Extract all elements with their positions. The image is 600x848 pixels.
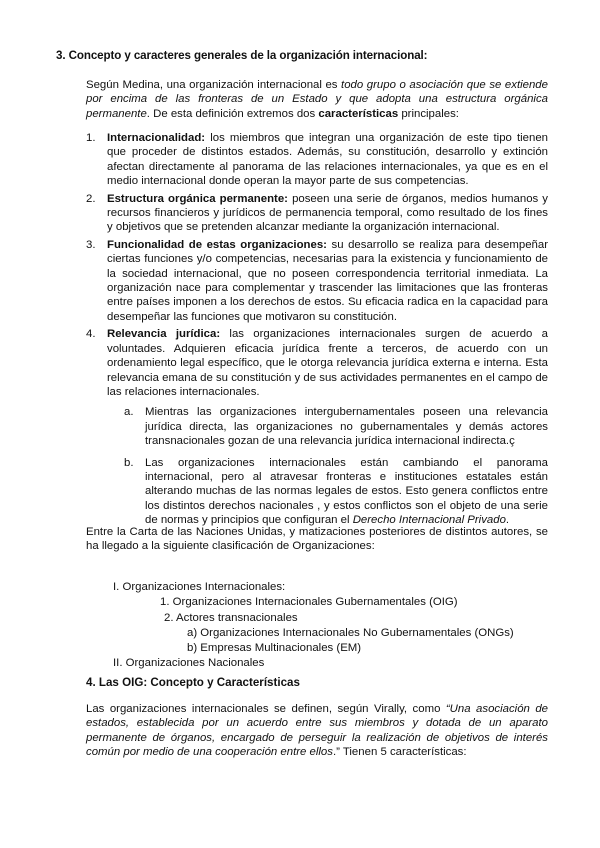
sub-item-text: Las organizaciones internacionales están cambiando el panorama internacional, pero al atravesar fronteras e instituciones estatales están alterando muchas de las normas legales de estos. Esto genera conflictos entre los distintos derechos nacionales , y estos conflictos son el objeto de una serie de normas y principios que configuran el — [145, 456, 548, 527]
item-number: 1. — [86, 132, 96, 144]
sub-item-text-end: . — [505, 514, 510, 527]
intro-text: Según Medina, una organización internacional es — [86, 79, 342, 91]
item-number: 3. — [86, 238, 96, 251]
item-term: Estructura orgánica permanente: — [107, 192, 288, 205]
sub-list — [107, 405, 548, 527]
classification-outline — [113, 580, 514, 672]
intro-bold: características — [318, 107, 399, 120]
outline-item: a) Organizaciones Internacionales No Gubernamentales (ONGs) — [187, 626, 514, 639]
item-term: Funcionalidad de estas organizaciones: — [107, 238, 327, 251]
outline-item: I. Organizaciones Internacionales: — [113, 581, 286, 593]
sub-list-item — [107, 405, 548, 448]
section-3-heading: 3. Concepto y caracteres generales de la organización internacional: — [56, 49, 428, 62]
item-number: 2. — [86, 192, 96, 205]
list-item — [86, 192, 548, 235]
section-4-heading: 4. Las OIG: Concepto y Características — [86, 676, 300, 689]
intro-text-mid: . De esta definición extremos dos — [146, 107, 319, 120]
list-item — [86, 327, 548, 527]
item-text: su desarrollo se realiza para desempeñar ciertas funciones y/o competencias, necesarias para la existencia y funcionamiento de la sociedad internacional, que no poseen correspondencia territorial inmediata. La organización nace para complementar y trascender las limitaciones que las fronteras entre países imponen a los derechos de estos. Su eficacia radica en la capacidad para desempeñar las funciones que motivaron su constitución. — [107, 238, 548, 323]
item-term: Internacionalidad: — [107, 132, 206, 144]
intro-quote: todo grupo o asociación que se extiende por encima de las fronteras de un Estado y que adopta una estructura orgánica permanente — [86, 79, 548, 120]
section-4-paragraph — [86, 702, 548, 760]
oig-quote: “Una asociación de estados, establecida por un acuerdo entre sus miembros y dotada de un aparato permanente de órganos, encargado de perseguir la realización de objetivos de interés común por medio de una cooperación entre ellos — [86, 703, 548, 759]
sub-item-italic: Derecho Internacional Privado — [352, 514, 506, 527]
oig-text-end: .” Tienen 5 características: — [332, 746, 467, 759]
list-item — [86, 238, 548, 324]
outline-item: 2. Actores transnacionales — [164, 611, 298, 624]
outline-item: b) Empresas Multinacionales (EM) — [187, 642, 362, 655]
classification-intro: Entre la Carta de las Naciones Unidas, y matizaciones posteriores de distintos autores, se ha llegado a la siguiente clasificación de Organizaciones: — [86, 526, 548, 553]
sub-item-letter: b. — [124, 456, 134, 469]
list-item — [86, 131, 548, 189]
characteristics-list — [86, 131, 548, 535]
section-3-intro — [86, 78, 548, 121]
item-text: los miembros que integran una organización de este tipo tienen que proceder de distintos estados. Además, su constitución, desarrollo y extinción afectan directamente al panorama de las relaciones internacionales, ya que es en el medio internacional donde operan la mayor parte de sus competencias. — [107, 132, 548, 188]
oig-text: Las organizaciones internacionales se definen, según Virally, como — [86, 703, 446, 715]
sub-item-letter: a. — [124, 406, 134, 419]
item-number: 4. — [86, 328, 96, 341]
item-term: Relevancia jurídica: — [107, 328, 221, 341]
item-text: las organizaciones internacionales surgen de acuerdo a voluntades. Adquieren eficacia jurídica frente a terceros, de acuerdo con un ordenamiento legal específico, que le otorga relevancia jurídica externa e interna. Esta relevancia emana de su constitución y de sus actividades permanentes en el campo de las relaciones internacionales. — [107, 328, 548, 398]
item-text: poseen una serie de órganos, medios humanos y recursos financieros y jurídicos de permanencia temporal, como resultado de los fines y objetivos que se pretenden alcanzar mediante la organización internacional. — [107, 192, 548, 234]
outline-item: 1. Organizaciones Internacionales Gubernamentales (OIG) — [160, 596, 458, 609]
sub-item-text: Mientras las organizaciones intergubernamentales poseen una relevancia jurídica directa, las organizaciones no gubernamentales y demás actores transnacionales gozan de una relevancia jurídica internacional indirecta.ç — [145, 406, 548, 448]
outline-item: II. Organizaciones Nacionales — [113, 657, 265, 670]
intro-text-end: principales: — [398, 107, 459, 120]
sub-list-item — [107, 456, 548, 528]
